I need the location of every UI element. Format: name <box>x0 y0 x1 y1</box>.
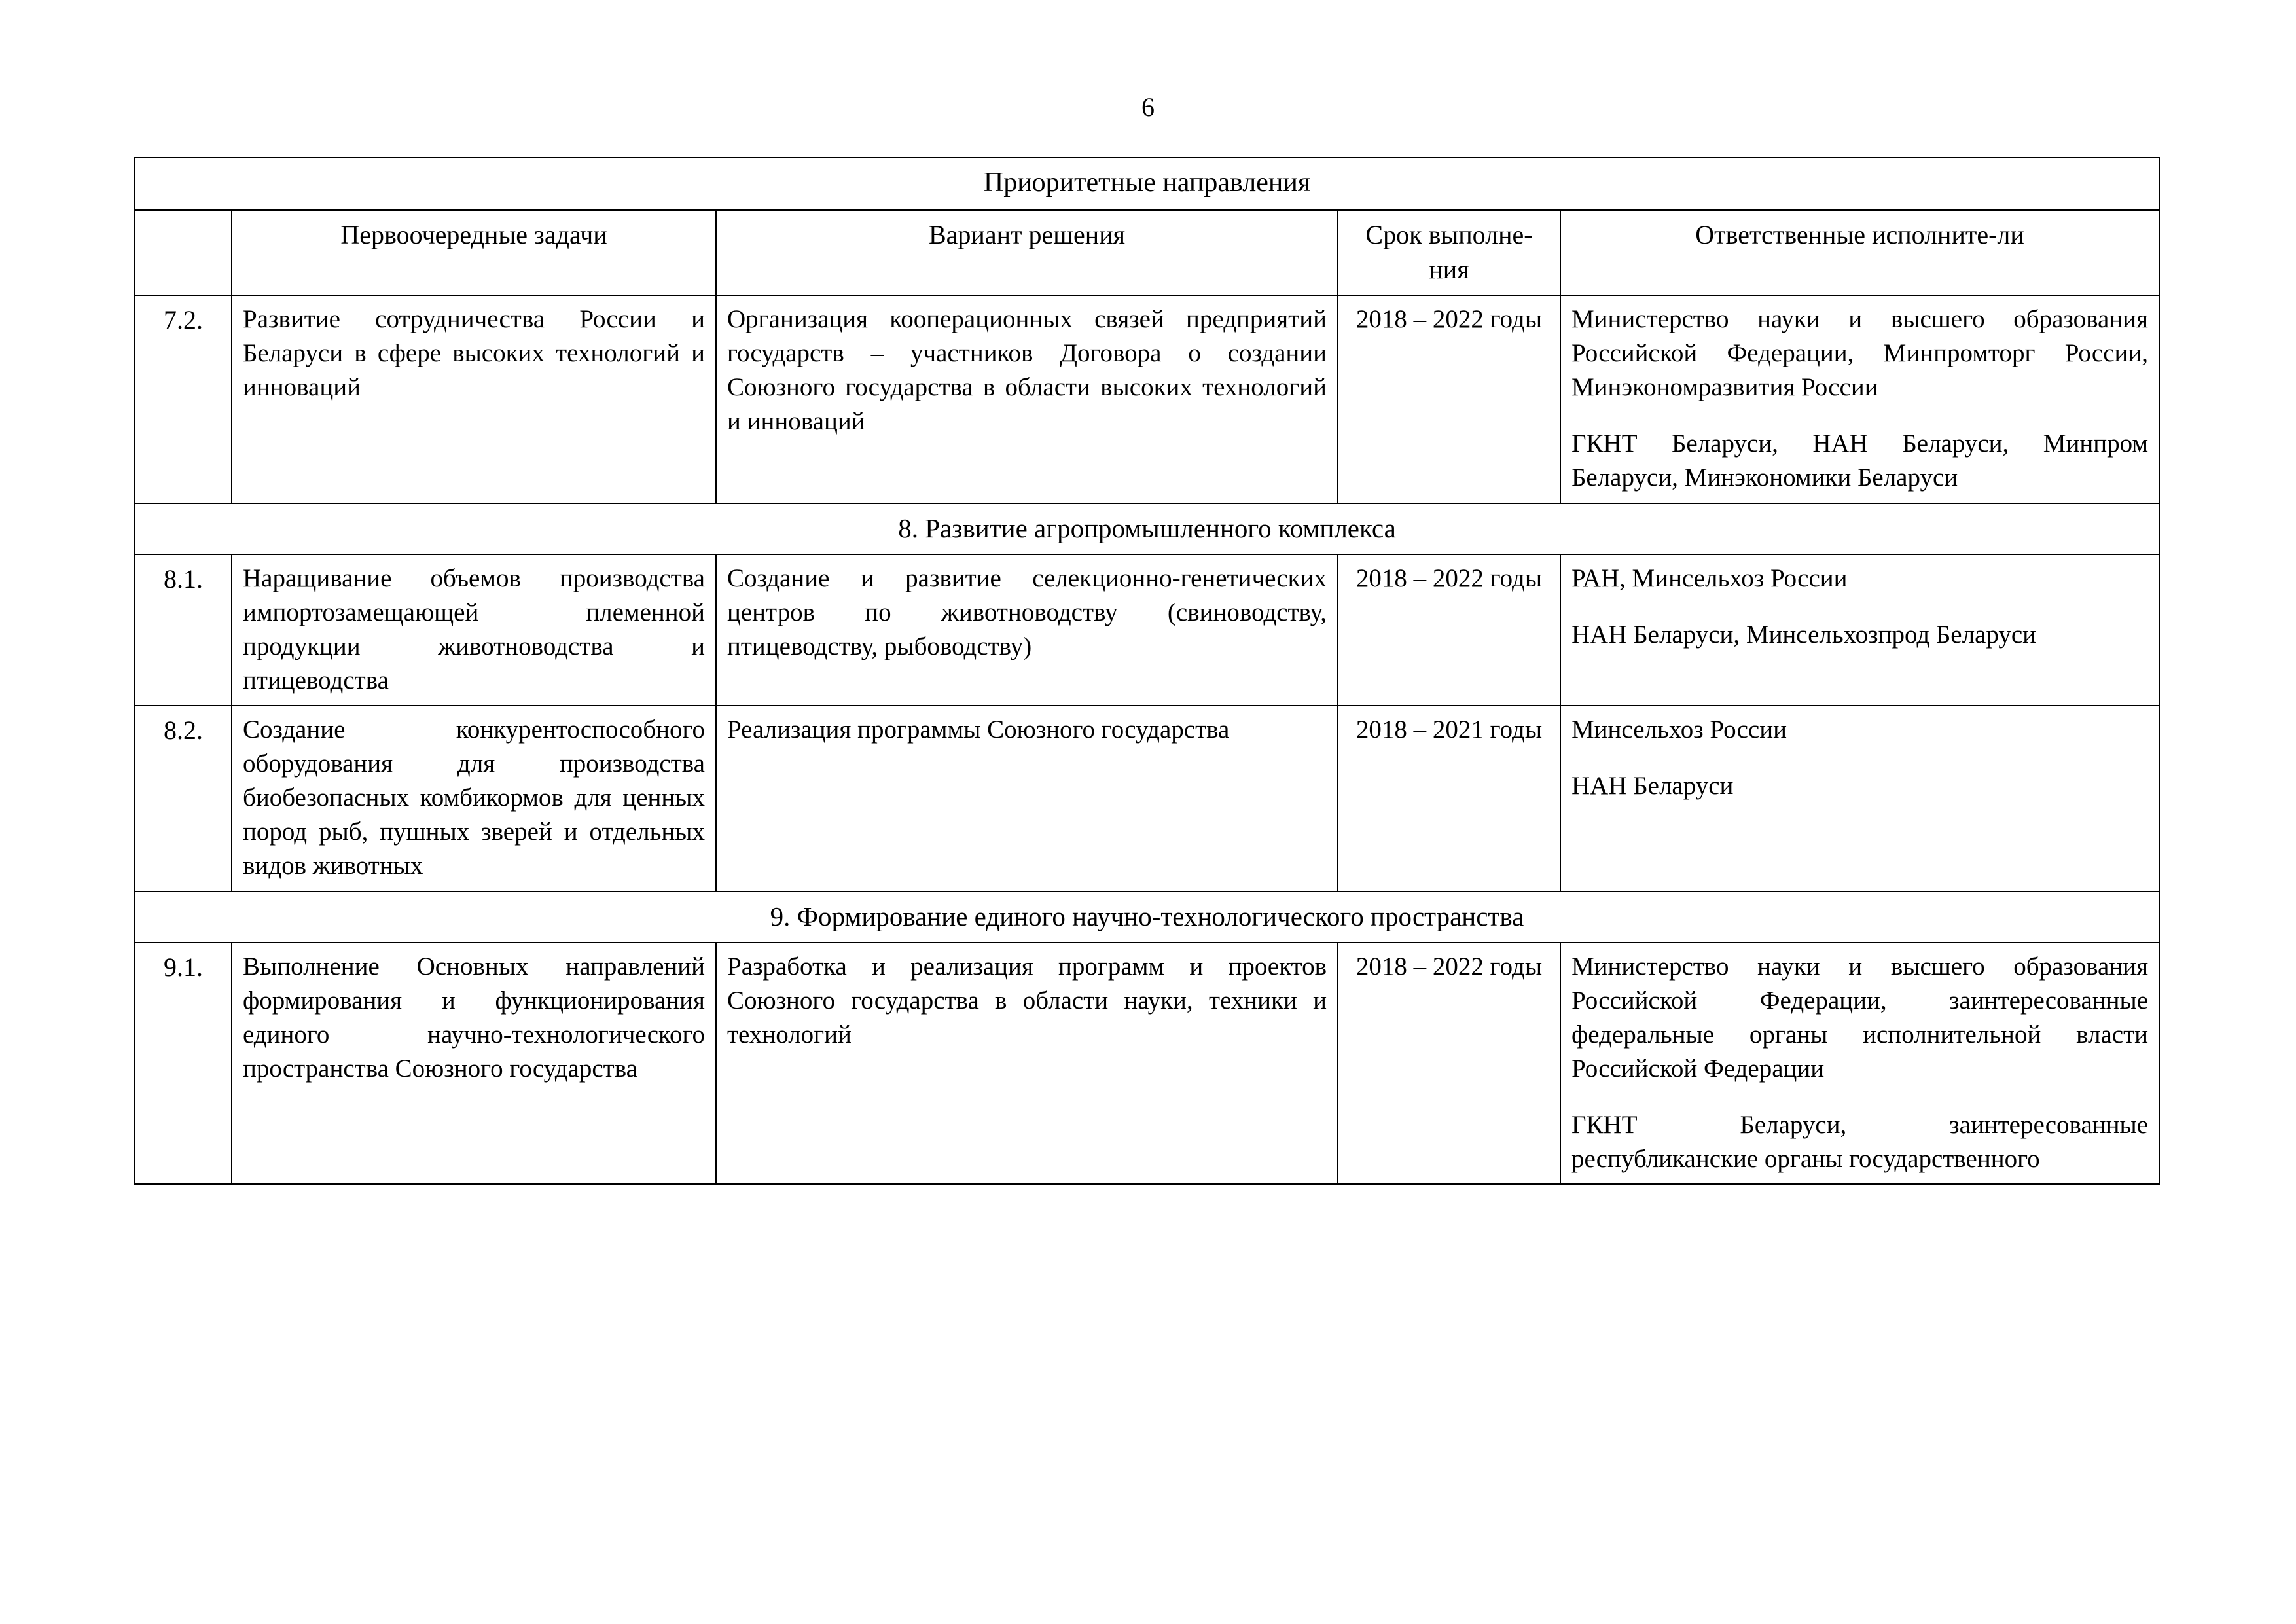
row-solution: Создание и развитие селекционно-генетических центров по животноводству (свиноводству, птицеводству, рыбоводству) <box>716 554 1338 706</box>
row-responsible-russia: Минсельхоз России <box>1571 715 1787 744</box>
row-responsible-russia: РАН, Минсельхоз России <box>1571 564 1848 593</box>
row-responsible <box>1560 295 2159 503</box>
priority-directions-table <box>134 157 2160 1185</box>
table-title: Приоритетные направления <box>135 158 2159 210</box>
column-header-responsible: Ответственные исполните-ли <box>1560 210 2159 295</box>
table-row <box>135 554 2159 706</box>
table-row <box>135 295 2159 503</box>
row-responsible-belarus: НАН Беларуси <box>1571 772 1734 801</box>
row-task: Развитие сотрудничества России и Беларуси в сфере высоких технологий и инноваций <box>232 295 716 503</box>
row-term: 2018 – 2022 годы <box>1338 943 1560 1184</box>
row-responsible <box>1560 554 2159 706</box>
section-heading-row <box>135 892 2159 943</box>
row-number: 8.1. <box>135 554 232 706</box>
table-row <box>135 943 2159 1184</box>
row-term: 2018 – 2022 годы <box>1338 554 1560 706</box>
column-header-solution: Вариант решения <box>716 210 1338 295</box>
row-responsible-russia: Министерство науки и высшего образования Российской Федерации, заинтересованные федеральные органы исполнительной власти Российской Федерации <box>1571 952 2149 1083</box>
row-term: 2018 – 2021 годы <box>1338 706 1560 891</box>
row-task: Выполнение Основных направлений формирования и функционирования единого научно-технологического пространства Союзного государства <box>232 943 716 1184</box>
row-responsible-russia: Министерство науки и высшего образования Российской Федерации, Минпромторг России, Минэкономразвития России <box>1571 305 2149 401</box>
row-responsible-belarus: ГКНТ Беларуси, заинтересованные республиканские органы государственного <box>1571 1110 2149 1173</box>
row-task: Наращивание объемов производства импортозамещающей племенной продукции животноводства и птицеводства <box>232 554 716 706</box>
row-number: 8.2. <box>135 706 232 891</box>
section-heading-row <box>135 503 2159 555</box>
row-task: Создание конкурентоспособного оборудования для производства биобезопасных комбикормов для ценных пород рыб, пушных зверей и отдельных видов животных <box>232 706 716 891</box>
row-responsible <box>1560 706 2159 891</box>
section-heading-agro: 8. Развитие агропромышленного комплекса <box>135 503 2159 555</box>
table-title-row <box>135 158 2159 210</box>
column-header-tasks: Первоочередные задачи <box>232 210 716 295</box>
row-number: 7.2. <box>135 295 232 503</box>
row-responsible-belarus: ГКНТ Беларуси, НАН Беларуси, Минпром Беларуси, Минэкономики Беларуси <box>1571 429 2149 492</box>
row-number: 9.1. <box>135 943 232 1184</box>
row-responsible <box>1560 943 2159 1184</box>
column-header-term: Срок выполне-ния <box>1338 210 1560 295</box>
section-heading-science: 9. Формирование единого научно-технологического пространства <box>135 892 2159 943</box>
row-responsible-belarus: НАН Беларуси, Минсельхозпрод Беларуси <box>1571 620 2037 649</box>
row-solution: Организация кооперационных связей предприятий государств – участников Договора о создании Союзного государства в области высоких технологий и инноваций <box>716 295 1338 503</box>
row-term: 2018 – 2022 годы <box>1338 295 1560 503</box>
row-solution: Реализация программы Союзного государства <box>716 706 1338 891</box>
column-header-number <box>135 210 232 295</box>
table-header-row <box>135 210 2159 295</box>
table-row <box>135 706 2159 891</box>
row-solution: Разработка и реализация программ и проектов Союзного государства в области науки, техники и технологий <box>716 943 1338 1184</box>
page-number: 6 <box>1141 92 1155 122</box>
